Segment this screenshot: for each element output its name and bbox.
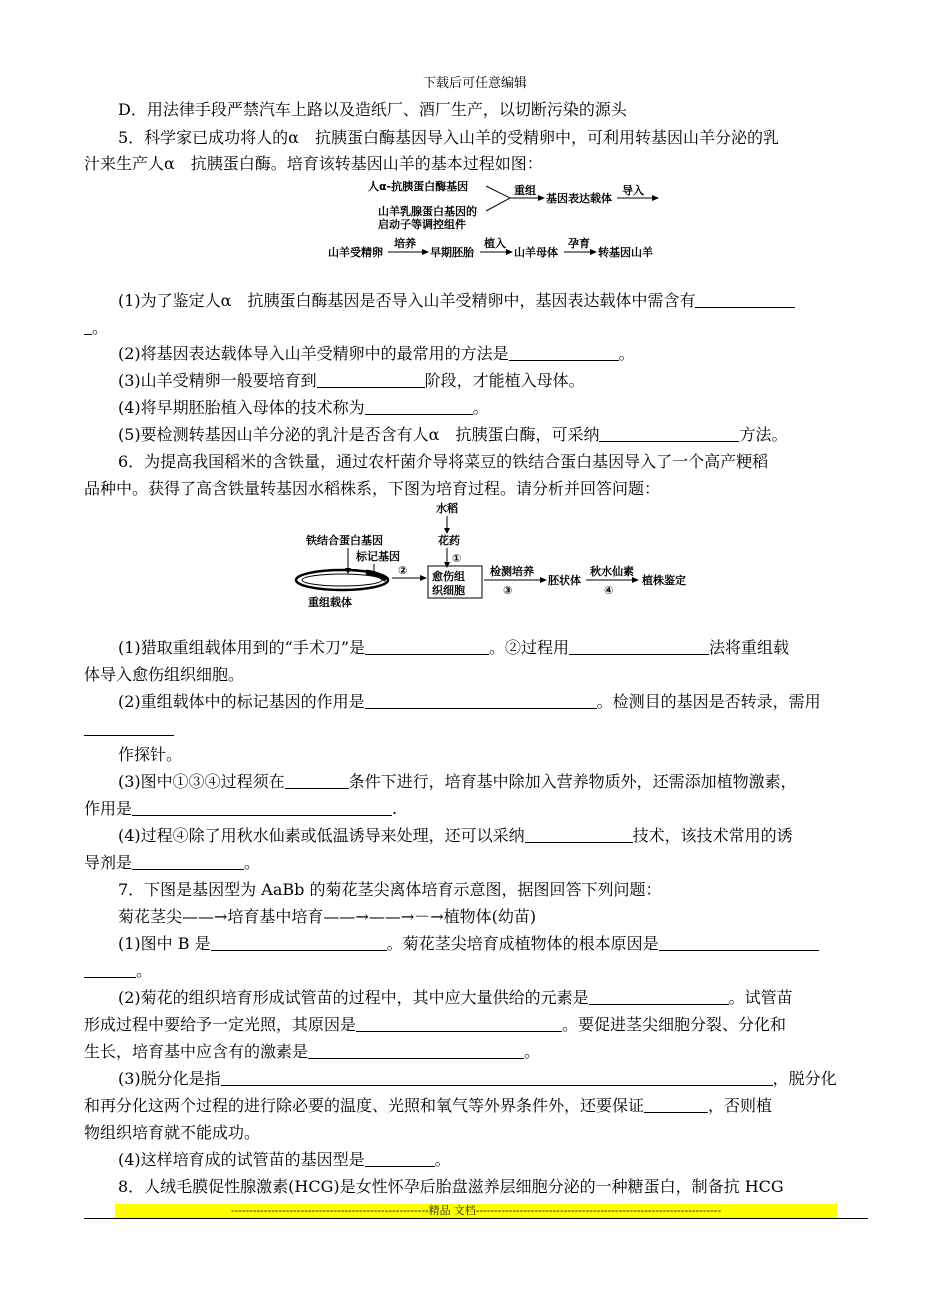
page-header: 下载后可任意编辑 (422, 76, 527, 91)
question-5-line-2: 汁来生产人α 抗胰蛋白酶。培育该转基因山羊的基本过程如图： (84, 154, 543, 173)
answer-blank[interactable] (356, 1015, 562, 1032)
fig2-callus-1: 愈伤组 (432, 570, 465, 583)
fig2-step-4: ④ (604, 584, 614, 597)
fig2-gene-marker: 标记基因 (356, 550, 400, 563)
q6-3-line: (3)图中①③④过程须在 条件下进行，培育基中除加入营养物质外，还需添加植物激素， (118, 772, 797, 791)
question-7-flow: 菊花茎尖——→培育基中培育——→——→－→植物体(幼苗) (118, 907, 537, 926)
q5-1-line: (1)为了鉴定人α 抗胰蛋白酶基因是否导入山羊受精卵中，基因表达载体中需含有 (118, 289, 874, 313)
fig2-vector: 重组载体 (308, 596, 352, 609)
answer-blank[interactable] (659, 934, 819, 951)
fig2-step-1: ① (452, 552, 462, 565)
q7-2-line-2: 形成过程中要给予一定光照，其原因是 。要促进茎尖细胞分裂、分化和 (84, 1015, 787, 1034)
q5-1-line-2: 。 (84, 316, 874, 340)
q6-1-line: (1)猎取重组载体用到的“手术刀”是 。②过程用 法将重组载 (118, 638, 790, 657)
question-6-line-1: 6．为提高我国稻米的含铁量，通过农杆菌介导将菜豆的铁结合蛋白基因导入了一个高产粳稻 (118, 452, 769, 471)
answer-blank[interactable] (317, 371, 425, 388)
fig1-embryo: 早期胚胎 (430, 246, 474, 259)
answer-blank[interactable] (589, 988, 729, 1005)
answer-blank[interactable] (211, 934, 387, 951)
question-5-line-1: 5．科学家已成功将人的α 抗胰蛋白酶基因导入山羊的受精卵中，可利用转基因山羊分泌的乳 (118, 128, 779, 147)
footer-rule (84, 1218, 868, 1219)
q5-2-line: (2)将基因表达载体导入山羊受精卵中的最常用的方法是 。 (118, 344, 635, 363)
fig2-step-3: ③ (503, 584, 513, 597)
q7-3-line-3: 物组织培育就不能成功。 (84, 1123, 261, 1142)
q6-1-line-2: 体导入愈伤组织细胞。 (84, 665, 245, 684)
fig1-gene2b: 启动子等调控组件 (378, 218, 466, 231)
answer-blank[interactable] (285, 772, 349, 789)
fig2-rice: 水稻 (436, 502, 458, 515)
fig1-gene1: 人α-抗胰蛋白酶基因 (368, 180, 469, 193)
q7-3-line-2: 和再分化这两个过程的进行除必要的温度、光照和氧气等外界条件外，还要保证 ，否则植 (84, 1096, 773, 1115)
fig1-step-recombine: 重组 (514, 184, 536, 197)
fig1-vector: 基因表达载体 (546, 192, 612, 205)
q5-5-line: (5)要检测转基因山羊分泌的乳汁是否含有人α 抗胰蛋白酶，可采纳 方法。 (118, 425, 788, 444)
q6-2-line: (2)重组载体中的标记基因的作用是 。检测目的基因是否转录，需用 (118, 692, 821, 711)
fig2-callus-2: 织细胞 (432, 584, 465, 597)
answer-blank[interactable] (132, 853, 244, 870)
goat-process-diagram (300, 176, 680, 268)
fig1-step-implant: 植入 (484, 237, 506, 250)
question-7-line-1: 7．下图是基因型为 AaBb 的菊花茎尖离体培育示意图，据图回答下列问题： (118, 880, 662, 899)
answer-blank[interactable] (84, 318, 92, 335)
q6-2-line-3: 作探针。 (118, 745, 183, 764)
fig1-step-culture: 培养 (394, 237, 416, 250)
q7-3-line: (3)脱分化是指 ，脱分化 (118, 1069, 837, 1088)
answer-blank[interactable] (84, 961, 136, 978)
answer-blank[interactable] (365, 398, 473, 415)
question-8-line: 8．人绒毛膜促性腺激素(HCG)是女性怀孕后胎盘滋养层细胞分泌的一种糖蛋白，制备抗 HCG (118, 1177, 784, 1196)
rice-process-diagram (288, 500, 708, 616)
footer-banner: ------------------------------------------------------精品 文档------------------------------------------------------------------- (115, 1204, 837, 1218)
q6-4-line-2: 导剂是 。 (84, 853, 261, 872)
fig1-step-import: 导入 (622, 184, 644, 197)
answer-blank[interactable] (365, 638, 489, 655)
fig1-egg: 山羊受精卵 (328, 246, 383, 259)
fig1-result: 转基因山羊 (598, 246, 653, 259)
answer-blank[interactable] (509, 344, 619, 361)
question-6-line-2: 品种中。获得了高含铁量转基因水稻株系，下图为培育过程。请分析并回答问题： (84, 479, 661, 498)
q7-1-line-2: 。 (84, 959, 874, 983)
fig2-embryoid: 胚状体 (548, 574, 581, 587)
fig1-mother: 山羊母体 (514, 246, 558, 259)
q6-3-line-2: 作用是 . (84, 799, 398, 818)
fig2-gene-fe: 铁结合蛋白基因 (306, 534, 383, 547)
fig1-gene2a: 山羊乳腺蛋白基因的 (378, 205, 477, 218)
q7-2-line-3: 生长，培育基中应含有的激素是 。 (84, 1042, 541, 1061)
q6-4-line: (4)过程④除了用秋水仙素或低温诱导来处理，还可以采纳 技术，该技术常用的诱 (118, 826, 793, 845)
answer-blank[interactable] (365, 1150, 435, 1167)
q6-2-blank-line (84, 717, 874, 741)
fig2-detect: 检测培养 (490, 565, 534, 578)
q7-4-line: (4)这样培育成的试管苗的基因型是 。 (118, 1150, 451, 1169)
answer-blank[interactable] (221, 1069, 773, 1086)
answer-blank[interactable] (365, 692, 597, 709)
answer-blank[interactable] (132, 799, 392, 816)
answer-blank[interactable] (695, 291, 795, 308)
fig2-colchicine: 秋水仙素 (590, 565, 634, 578)
answer-blank[interactable] (84, 719, 174, 736)
answer-blank[interactable] (308, 1042, 524, 1059)
fig2-step-2: ② (398, 564, 408, 577)
q5-3-line: (3)山羊受精卵一般要培育到 阶段，才能植入母体。 (118, 371, 585, 390)
q7-1-line: (1)图中 B 是 。菊花茎尖培育成植物体的根本原因是 (118, 932, 874, 956)
fig1-step-gestate: 孕育 (568, 237, 590, 250)
answer-blank[interactable] (569, 638, 709, 655)
option-d-line: D．用法律手段严禁汽车上路以及造纸厂、酒厂生产，以切断污染的源头 (118, 100, 627, 119)
answer-blank[interactable] (599, 425, 739, 442)
q7-2-line: (2)菊花的组织培育形成试管苗的过程中，其中应大量供给的元素是 。试管苗 (118, 988, 793, 1007)
q5-4-line: (4)将早期胚胎植入母体的技术称为 。 (118, 398, 489, 417)
answer-blank[interactable] (644, 1096, 708, 1113)
fig2-anther: 花药 (438, 534, 460, 547)
answer-blank[interactable] (525, 826, 633, 843)
fig2-plant: 植株鉴定 (642, 574, 686, 587)
